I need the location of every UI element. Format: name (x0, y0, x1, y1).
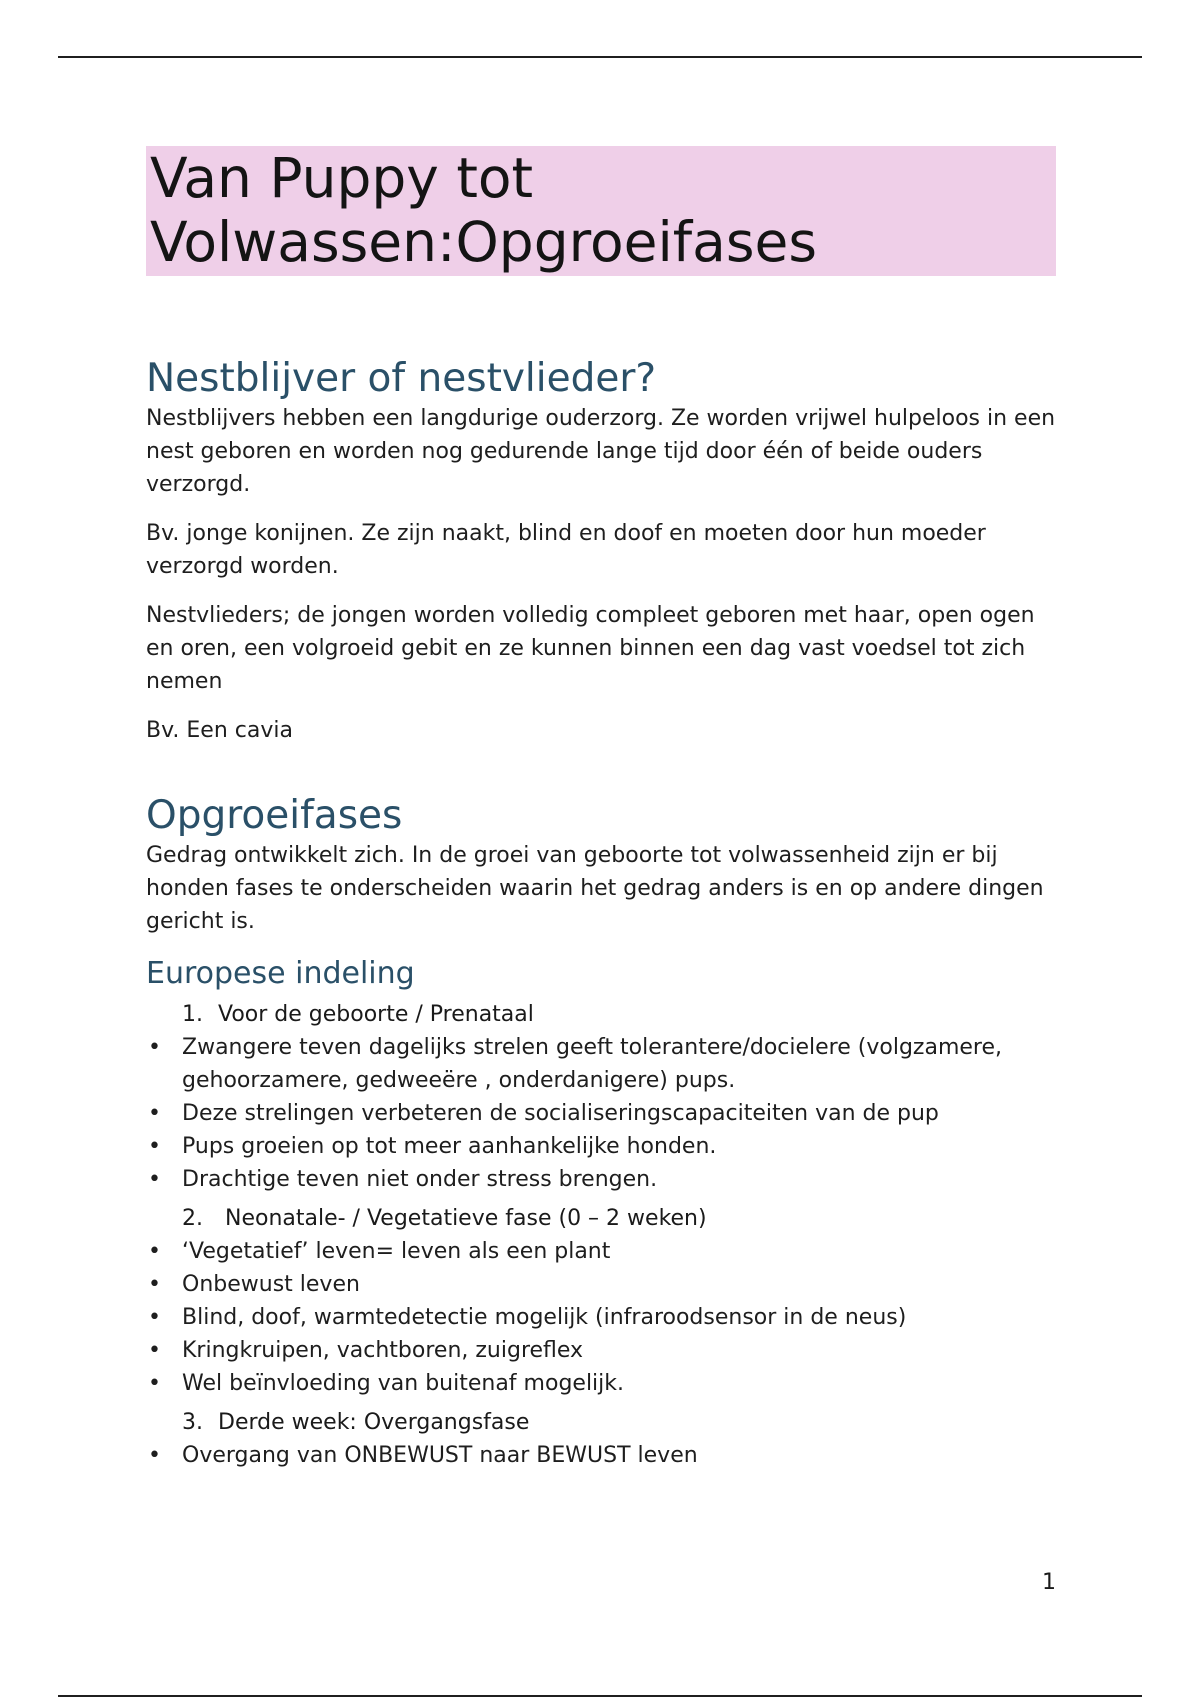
bullet-list (146, 1031, 1056, 1196)
phase-number: 2. (182, 1206, 203, 1231)
list-item-text: Onbewust leven (182, 1272, 360, 1297)
phase-label: Neonatale- / Vegetatieve fase (0 – 2 weken) (218, 1206, 707, 1231)
phase-list (146, 1406, 1056, 1439)
list-item-text: ‘Vegetatief’ leven= leven als een plant (182, 1239, 611, 1264)
phase-list (146, 1202, 1056, 1235)
page-number: 1 (1042, 1570, 1056, 1595)
paragraph: Nestvlieders; de jongen worden volledig compleet geboren met haar, open ogen en oren, een volgroeid gebit en ze kunnen binnen een dag vast voedsel tot zich nemen (146, 603, 1035, 694)
paragraph: Gedrag ontwikkelt zich. In de groei van geboorte tot volwassenheid zijn er bij honden fases te onderscheiden waarin het gedrag anders is en op andere dingen gericht is. (146, 843, 1044, 934)
bullet-icon: • (148, 1272, 161, 1297)
list-item (146, 1235, 1056, 1268)
paragraph: Bv. jonge konijnen. Ze zijn naakt, blind en doof en moeten door hun moeder verzorgd worden. (146, 521, 986, 579)
bullet-icon: • (148, 1101, 161, 1126)
paragraph: Bv. Een cavia (146, 718, 293, 743)
list-item-text: Zwangere teven dagelijks strelen geeft tolerantere/docielere (volgzamere, gehoorzamere, gedweeëre , onderdanigere) pups. (182, 1035, 1002, 1093)
phase-item (146, 1202, 1056, 1235)
list-item-text: Deze strelingen verbeteren de socialiseringscapaciteiten van de pup (182, 1101, 939, 1126)
phase-number: 3. (182, 1410, 203, 1435)
list-item (146, 1097, 1056, 1130)
bullet-list (146, 1235, 1056, 1400)
top-rule (58, 56, 1142, 58)
subsection-heading-europese-indeling: Europese indeling (146, 956, 415, 991)
list-item (146, 1163, 1056, 1196)
list-item-text: Blind, doof, warmtedetectie mogelijk (infraroodsensor in de neus) (182, 1305, 907, 1330)
list-item (146, 1334, 1056, 1367)
phase-label: Voor de geboorte / Prenataal (218, 1002, 534, 1027)
phase-item (146, 1406, 1056, 1439)
bullet-icon: • (148, 1371, 161, 1396)
bullet-icon: • (148, 1338, 161, 1363)
phase-item (146, 998, 1056, 1031)
list-item-text: Overgang van ONBEWUST naar BEWUST leven (182, 1443, 698, 1468)
section-heading-opgroeifases: Opgroeifases (146, 793, 403, 838)
document-body (146, 146, 1056, 1472)
document-title: Van Puppy tot Volwassen:Opgroeifases (146, 146, 1056, 276)
bullet-icon: • (148, 1443, 161, 1468)
list-item (146, 1130, 1056, 1163)
list-item-text: Drachtige teven niet onder stress brengen. (182, 1167, 658, 1192)
phase-number: 1. (182, 1002, 203, 1027)
bullet-icon: • (148, 1035, 161, 1060)
list-item (146, 1301, 1056, 1334)
list-item (146, 1031, 1056, 1097)
phase-list (146, 998, 1056, 1031)
list-item (146, 1439, 1056, 1472)
list-item-text: Wel beïnvloeding van buitenaf mogelijk. (182, 1371, 625, 1396)
bullet-list (146, 1439, 1056, 1472)
paragraph: Nestblijvers hebben een langdurige ouderzorg. Ze worden vrijwel hulpeloos in een nest geboren en worden nog gedurende lange tijd door één of beide ouders verzorgd. (146, 406, 1056, 497)
bullet-icon: • (148, 1167, 161, 1192)
list-item (146, 1268, 1056, 1301)
bullet-icon: • (148, 1305, 161, 1330)
list-item-text: Pups groeien op tot meer aanhankelijke honden. (182, 1134, 717, 1159)
list-item (146, 1367, 1056, 1400)
section-heading-nestblijver: Nestblijver of nestvlieder? (146, 356, 657, 401)
list-item-text: Kringkruipen, vachtboren, zuigreflex (182, 1338, 584, 1363)
bullet-icon: • (148, 1239, 161, 1264)
bullet-icon: • (148, 1134, 161, 1159)
phase-label: Derde week: Overgangsfase (218, 1410, 530, 1435)
bottom-rule (58, 1695, 1142, 1697)
